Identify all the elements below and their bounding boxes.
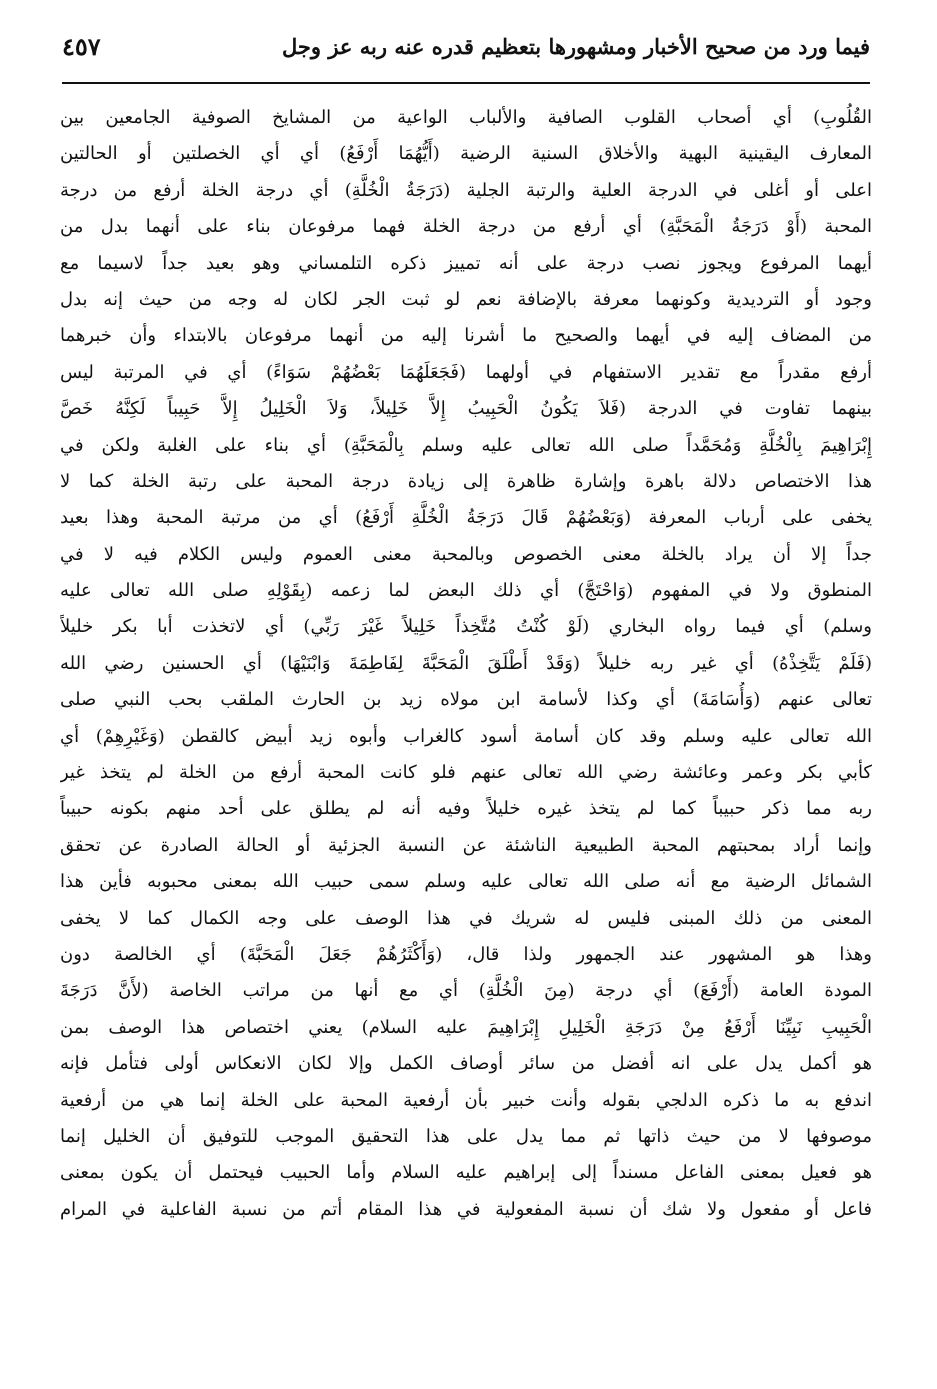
text-line: المودة العامة (أَرْفَعَ) أي درجة (مِنَ الْخُلَّةِ) أي مع أنها من مراتب الخاصة (لأَنَّ دَرَجَةَ [60,980,872,1002]
text-line: أرفع مقدراً مع تقدير الاستفهام في أولهما (فَجَعَلَهُمَا بَعْضُهُمْ سَوَاءً) أي في المرتبة ليس [60,361,872,383]
text-line: كأبي بكر وعمر وعائشة رضي الله تعالى عنهم فلو كانت المحبة أرفع من الخلة لم يتخذ غير [60,762,872,784]
text-line: جداً إلا أن يراد بالخلة معنى الخصوص وبالمحبة معنى العموم وليس الكلام فيه لا في [60,543,872,565]
running-header [62,28,870,76]
text-line: (فَلَمْ يَتَّخِذْهُ) أي غير ربه خليلاً (وَقَدْ أَطْلَقَ الْمَحَبَّةَ لِفَاطِمَةَ وَابْنَيْهَا) أي الحسنين رضي الله [60,652,872,674]
text-line: من المضاف إليه في أيهما والصحيح ما أشرنا إليه من أنهما مرفوعان بالابتداء وأن خبرهما [60,325,872,347]
text-line: هو أكمل يدل على انه أفضل من سائر أوصاف الكمل وإلا لكان الانعكاس أولى فتأمل فإنه [60,1053,872,1075]
text-line: وجود أو الترديدية وكونهما معرفة بالإضافة نعم لو ثبت الجر لكان له وجه من حيث إنه بدل [60,288,872,310]
text-line: المعنى من ذلك المبنى فليس له شريك في هذا الوصف على وجه الكمال كما لا يخفى [60,907,872,929]
text-line: المحبة (أَوْ دَرَجَةُ الْمَحَبَّةِ) أي أرفع من درجة الخلة فهما مرفوعان بناء على أنهما بدل من [60,216,872,238]
text-line: المعارف اليقينية البهية والأخلاق السنية الرضية (أَيُّهُمَا أَرْفَعُ) أي أي الخصلتين أو الحالتين [60,143,872,165]
text-line: وإنما أراد بمحبتهم المحبة الطبيعية الناشئة عن النسبة الجزئية أو الحالة الصادرة عن تحقق [60,834,872,856]
text-line: أيهما المرفوع ويجوز نصب درجة على أنه تمييز ذكره التلمساني وهو بعيد جداً لاسيما مع [60,252,872,274]
text-line: وهذا هو المشهور عند الجمهور ولذا قال، (وَأَكْثَرُهُمْ جَعَلَ الْمَحَبَّةَ) أي الخالصة دون [60,943,872,965]
text-line: تعالى عنهم (وَأُسَامَةَ) أي وكذا لأسامة ابن مولاه زيد بن الحارث الملقب بحب النبي صلى [60,689,872,711]
text-line: الله تعالى عليه وسلم وقد كان أسامة أسود كالغراب وأبوه زيد أبيض كالقطن (وَغَيْرِهِمْ) أي [60,725,872,747]
text-line: يخفى على أرباب المعرفة (وَبَعْضُهُمْ قَالَ دَرَجَةُ الْخُلَّةِ أَرْفَعُ) أي من مرتبة المحبة وهذا بعيد [60,507,872,529]
text-line: هذا الاختصاص دلالة باهرة وإشارة ظاهرة إلى زيادة درجة المحبة على رتبة الخلة كما لا [60,470,872,492]
body-text [60,100,872,1228]
header-divider [62,82,870,84]
text-line: اندفع به ما ذكره الدلجي بقوله وأنت خبير بأن أرفعية المحبة على الخلة إنما هي من أرفعية [60,1089,872,1111]
page-number: ٤٥٧ [62,32,101,61]
text-line: الشمائل الرضية مع أنه صلى الله تعالى عليه وسلم سمى حبيب الله بمعنى محبوبه فأين هذا [60,871,872,893]
text-line: ربه مما ذكر حبيباً كما لم يتخذ غيره خليلاً وفيه أنه لم يطلق على أحد منهم بكونه حبيباً [60,798,872,820]
text-line: موصوفها لا من حيث ذاتها ثم مما يدل على هذا التحقيق الموجب للتوفيق أن الخليل إنما [60,1125,872,1147]
text-line: إِبْرَاهِيمَ بِالْخُلَّةِ وَمُحَمَّداً صلى الله تعالى عليه وسلم بِالْمَحَبَّةِ) أي بناء على الغلبة ولكن في [60,434,872,456]
text-line: بينهما تفاوت في الدرجة (فَلاَ يَكُونُ الْحَبِيبُ إِلاَّ خَلِيلاً، وَلاَ الْخَلِيلُ إِلاَّ حَبِيباً لَكِنَّهُ خَصَّ [60,398,872,420]
text-line: القُلُوبِ) أي أصحاب القلوب الصافية والألباب الواعية من المشايخ الصوفية الجامعين بين [60,107,872,128]
text-line: وسلم) أي فيما رواه البخاري (لَوْ كُنْتُ مُتَّخِذاً خَلِيلاً غَيْرَ رَبِّي) أي لاتخذت أبا بكر خليلاً [60,616,872,638]
text-line: الْحَبِيبِ نَبِيِّنَا أَرْفَعُ مِنْ دَرَجَةِ الْخَلِيلِ إِبْرَاهِيمَ عليه السلام) يعني اختصاص هذا الوصف بمن [60,1016,872,1038]
text-line: المنطوق ولا في المفهوم (وَاحْتَجَّ) أي ذلك البعض لما زعمه (بِقَوْلِهِ صلى الله تعالى عليه [60,580,872,602]
text-line: اعلى أو أغلى في الدرجة العلية والرتبة الجلية (دَرَجَةُ الْخُلَّةِ) أي درجة الخلة أرفع من درجة [60,179,872,201]
text-line: هو فعيل بمعنى الفاعل مسنداً إلى إبراهيم عليه السلام وأما الحبيب فيحتمل أن يكون بمعنى [60,1162,872,1184]
header-title: فيما ورد من صحيح الأخبار ومشهورها بتعظيم قدره عنه ربه عز وجل [282,34,870,59]
text-line: فاعل أو مفعول ولا شك أن نسبة المفعولية في هذا المقام أتم من نسبة الفاعلية في المرام [60,1198,872,1220]
